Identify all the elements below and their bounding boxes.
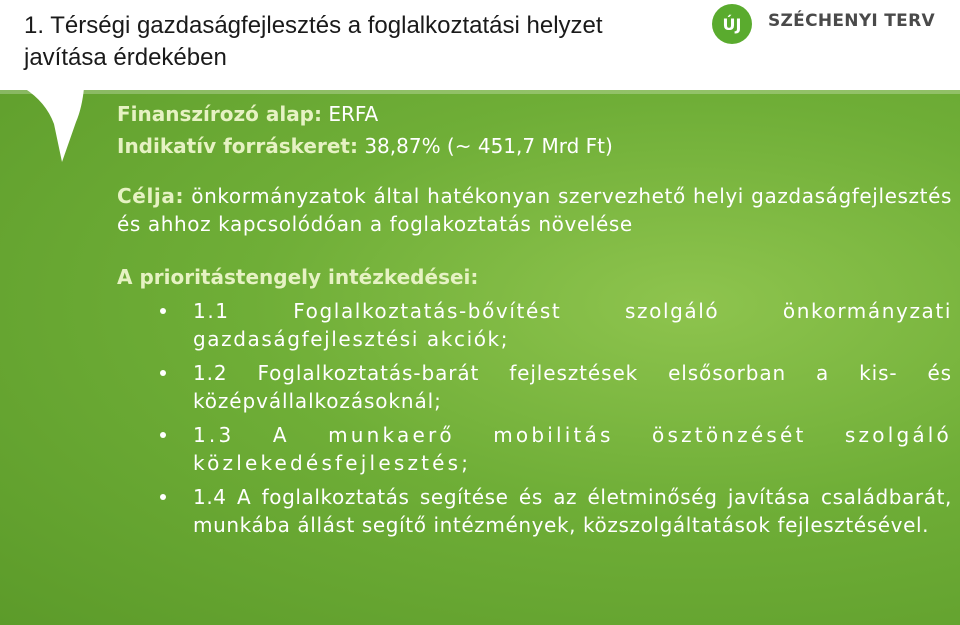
funding-line — [117, 98, 952, 130]
list-item — [117, 359, 952, 415]
list-item — [117, 483, 952, 539]
bullet-icon — [160, 494, 166, 500]
frame-label: Indikatív forráskeret: — [117, 134, 358, 158]
priority-list — [117, 297, 952, 539]
goal-text: önkormányzatok által hatékonyan szervezhető helyi gazdaságfejlesztés és ahhoz kapcsolódóan a foglakoztatás növelése — [117, 184, 952, 236]
list-item-text: 1.3 A munkaerő mobilitás ösztönzését szolgáló közlekedésfejlesztés; — [193, 423, 952, 475]
list-item-text: 1.2 Foglalkoztatás-barát fejlesztések elsősorban a kis- és középvállalkozásoknál; — [193, 361, 952, 413]
goal-label: Célja: — [117, 184, 185, 208]
frame-value: 38,87% (~ 451,7 Mrd Ft) — [364, 134, 613, 158]
priority-title: A prioritástengely intézkedései: — [117, 265, 479, 289]
slide-content — [117, 98, 952, 545]
uj-badge-icon — [710, 2, 760, 46]
funding-label: Finanszírozó alap: — [117, 102, 322, 126]
logo-badge-text: ÚJ — [722, 15, 742, 34]
list-item-text: 1.1 Foglalkoztatás-bővítést szolgáló önkormányzati gazdaságfejlesztési akciók; — [193, 299, 952, 351]
callout-pointer-icon — [24, 88, 104, 168]
panel-top-highlight — [0, 90, 960, 94]
list-item — [117, 297, 952, 353]
list-item — [117, 421, 952, 477]
frame-line — [117, 130, 952, 162]
slide-header — [0, 0, 960, 90]
bullet-icon — [160, 370, 166, 376]
logo-text: SZÉCHENYI TERV — [768, 11, 935, 31]
funding-value: ERFA — [328, 102, 379, 126]
goal-paragraph — [117, 182, 952, 238]
slide-title: 1. Térségi gazdaságfejlesztés a foglalkoztatási helyzet javítása érdekében — [24, 12, 603, 71]
szechenyi-terv-logo — [710, 2, 950, 46]
bullet-icon — [160, 308, 166, 314]
bullet-icon — [160, 432, 166, 438]
list-item-text: 1.4 A foglalkoztatás segítése és az életminőség javítása családbarát, munkába állást segítő intézmények, közszolgáltatások fejlesztésével. — [193, 485, 952, 537]
